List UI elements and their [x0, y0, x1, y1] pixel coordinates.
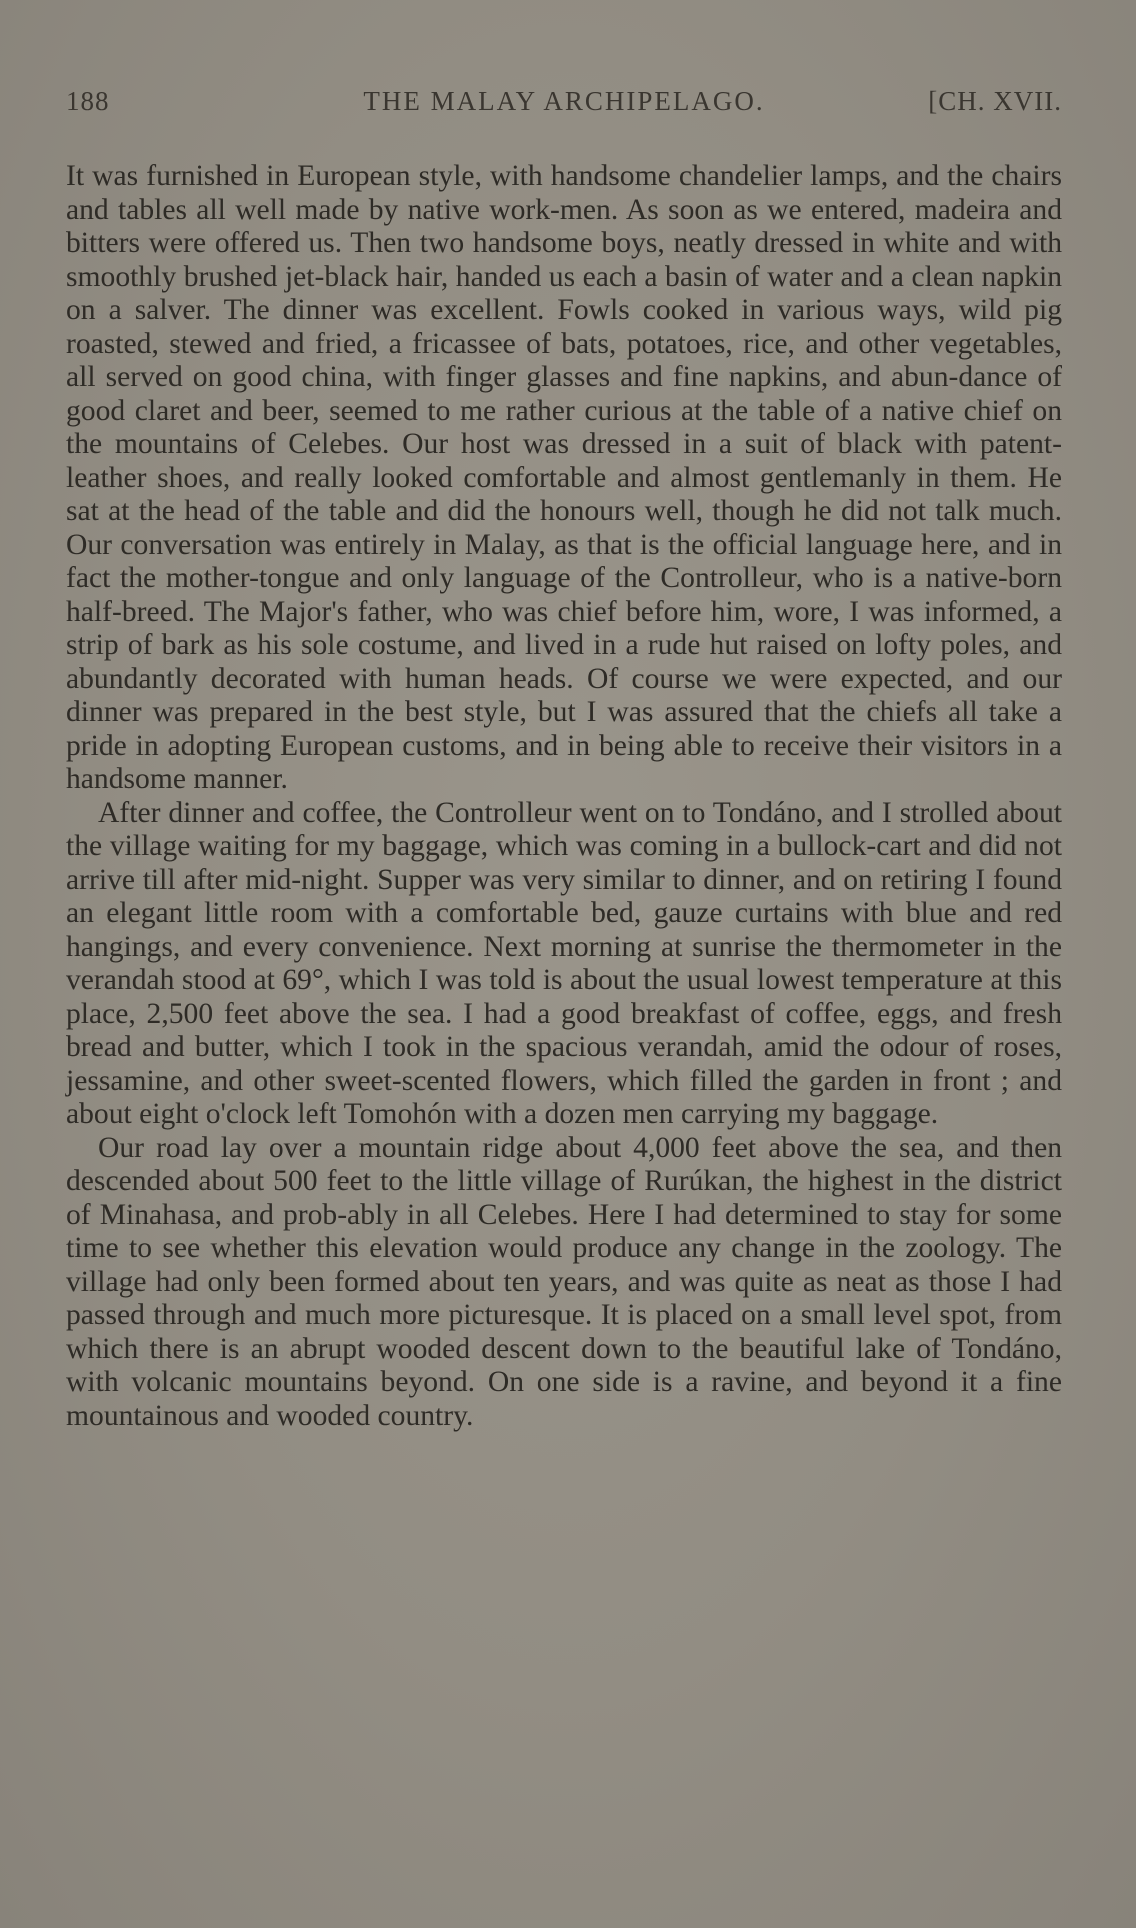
paragraph-dinner: It was furnished in European style, with handsome chandelier lamps, and the chairs and tables all well made by native work-men. As soon as we entered, madeira and bitters were offered us. Then two handsome boys, neatly dressed in white and with smoothly brushed jet-black hair, handed us each a basin of water and a clean napkin on a salver. The dinner was excellent. Fowls cooked in various ways, wild pig roasted, stewed and fried, a fricassee of bats, potatoes, rice, and other vegetables, all served on good china, with finger glasses and fine napkins, and abun-dance of good claret and beer, seemed to me rather curious at the table of a native chief on the mountains of Celebes. Our host was dressed in a suit of black with patent-leather shoes, and really looked comfortable and almost gentlemanly in them. He sat at the head of the table and did the honours well, though he did not talk much. Our conversation was entirely in Malay, as that is the official language here, and in fact the mother-tongue and only language of the Controlleur, who is a native-born half-breed. The Major's father, who was chief before him, wore, I was informed, a strip of bark as his sole costume, and lived in a rude hut raised on lofty poles, and abundantly decorated with human heads. Of course we were expected, and our dinner was prepared in the best style, but I was assured that the chiefs all take a pride in adopting European customs, and in being able to receive their visitors in a handsome manner.: [66, 160, 1062, 795]
paragraph-road-to-rurukan: Our road lay over a mountain ridge about 4,000 feet above the sea, and then descended about 500 feet to the little village of Rurúkan, the highest in the district of Minahasa, and prob-ably in all Celebes. Here I had determined to stay for some time to see whether this elevation would produce any change in the zoology. The village had only been formed about ten years, and was quite as neat as those I had passed through and much more picturesque. It is placed on a small level spot, from which there is an abrupt wooded descent down to the beautiful lake of Tondáno, with volcanic mountains beyond. On one side is a ravine, and beyond it a fine mountainous and wooded country.: [66, 1131, 1062, 1432]
body-text: [66, 160, 1062, 1433]
chapter-reference: [CH. XVII.: [928, 86, 1062, 116]
page-number: 188: [66, 86, 110, 116]
paragraph-evening-and-morning: After dinner and coffee, the Controlleur went on to Tondáno, and I strolled about the village waiting for my baggage, which was coming in a bullock-cart and did not arrive till after mid-night. Supper was very similar to dinner, and on retiring I found an elegant little room with a comfortable bed, gauze curtains with blue and red hangings, and every convenience. Next morning at sunrise the thermometer in the verandah stood at 69°, which I was told is about the usual lowest temperature at this place, 2,500 feet above the sea. I had a good breakfast of coffee, eggs, and fresh bread and butter, which I took in the spacious verandah, amid the odour of roses, jessamine, and other sweet-scented flowers, which filled the garden in front ; and about eight o'clock left Tomohón with a dozen men carrying my baggage.: [66, 796, 1062, 1130]
page-header: [66, 86, 1062, 126]
running-title: THE MALAY ARCHIPELAGO.: [363, 86, 765, 116]
